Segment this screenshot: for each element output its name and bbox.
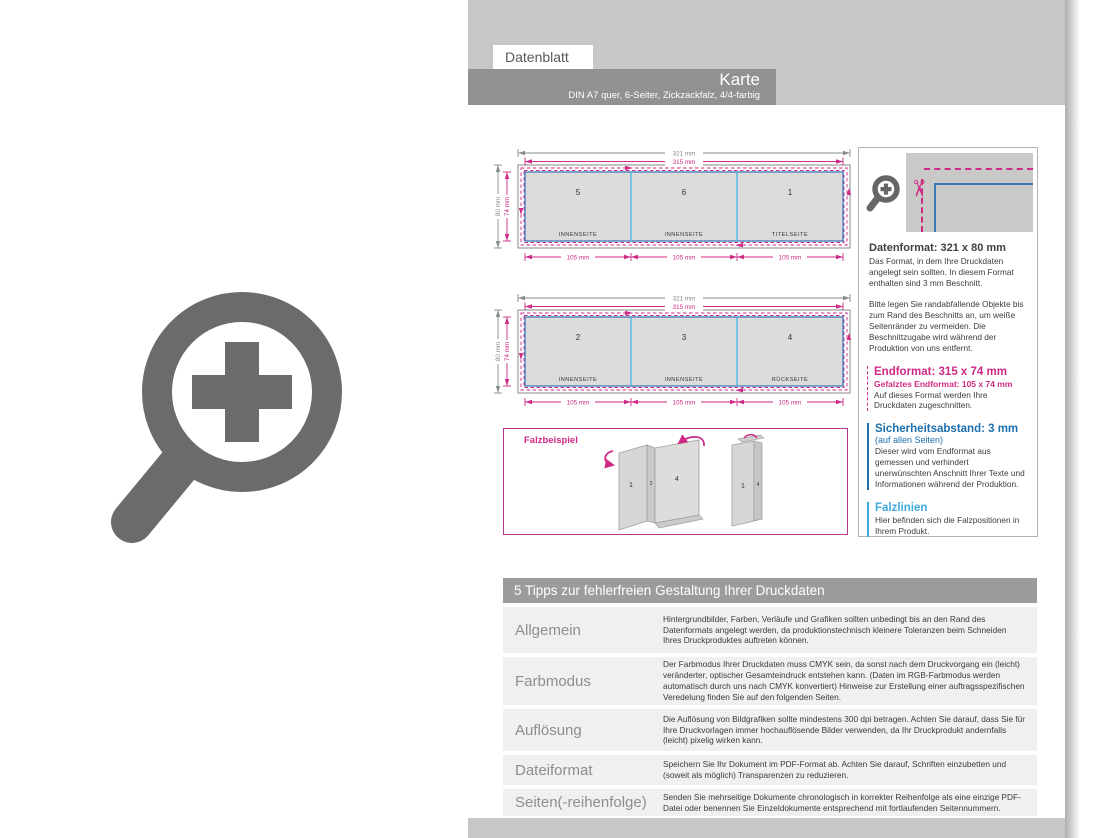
zoom-plus-icon bbox=[92, 262, 382, 572]
endformat-block bbox=[867, 366, 1027, 412]
fold-closed-illustration bbox=[716, 433, 786, 533]
page-shadow bbox=[1065, 0, 1080, 838]
dim-label-panel-width: 105 mm bbox=[566, 399, 590, 407]
panel-caption: INNENSEITE bbox=[558, 232, 598, 238]
fold-panel-number: 4 bbox=[756, 482, 760, 488]
safety-margin-body: Dieser wird vom Endformat aus gemessen und verhindert unerwünschten Anschnitt Ihrer Texte und Informationen während der Produktion. bbox=[875, 446, 1025, 490]
dim-label-panel-width: 105 mm bbox=[778, 254, 802, 262]
tip-text: Speichern Sie Ihr Dokument im PDF-Format ab. Achten Sie darauf, Schriften einzubetten und (soweit als möglich) Transparenzen zu reduzieren. bbox=[663, 759, 1007, 780]
panel-caption: INNENSEITE bbox=[558, 377, 598, 383]
tip-label: Farbmodus bbox=[515, 672, 591, 690]
scissors-icon: ✂ bbox=[906, 178, 933, 199]
safety-margin-heading: Sicherheitsabstand: 3 mm bbox=[875, 423, 1019, 436]
dim-label-datenformat-width: 321 mm bbox=[672, 150, 696, 158]
endformat-heading: Endformat: 315 x 74 mm bbox=[874, 365, 1007, 378]
datenblatt-tab: Datenblatt bbox=[493, 45, 593, 69]
panel-caption: INNENSEITE bbox=[664, 377, 704, 383]
tips-header: 5 Tipps zur fehlerfreien Gestaltung Ihrer Druckdaten bbox=[503, 578, 1037, 603]
tip-text: Die Auflösung von Bildgrafiken sollte mindestens 300 dpi betragen. Achten Sie darauf, dass Sie für Ihre Druckvorlagen immer hochauflösende Bilder verwenden, da Ihr Druckprodukt andernfalls (leicht) pixelig wirken kann. bbox=[663, 713, 1026, 746]
page-title: Karte bbox=[719, 70, 760, 89]
fold-layout-diagram-outside bbox=[488, 145, 860, 287]
trim-line bbox=[934, 183, 1033, 185]
tip-label: Allgemein bbox=[515, 621, 581, 639]
bleed-note: Bitte legen Sie randabfallende Objekte bis zum Rand des Beschnitts an, um weiße Seitenränder zu vermeiden. Die Beschnittzugabe wird während der Produktion von uns entfernt. bbox=[869, 298, 1024, 353]
datenformat-heading: Datenformat: 321 x 80 mm bbox=[869, 242, 1006, 254]
fold-example-box bbox=[503, 428, 848, 535]
safety-margin-block bbox=[867, 423, 1027, 490]
dim-label-panel-width: 105 mm bbox=[672, 254, 696, 262]
tip-text: Hintergrundbilder, Farben, Verläufe und Grafiken sollten unbedingt bis an den Rand des Datenformats angelegt werden, da produktionstechnisch kleinere Toleranzen beim Schneiden Ihres Druckproduktes auftreten können. bbox=[663, 613, 1007, 646]
fold-direction-arrow bbox=[605, 451, 613, 465]
dim-label-panel-width: 105 mm bbox=[672, 399, 696, 407]
tip-label: Dateiformat bbox=[515, 761, 593, 779]
endformat-body: Auf dieses Format werden Ihre Druckdaten zugeschnitten. bbox=[874, 389, 988, 411]
panel-number: 2 bbox=[575, 333, 581, 342]
dim-label-datenformat-height: 80 mm bbox=[495, 341, 502, 362]
panel-caption: INNENSEITE bbox=[664, 232, 704, 238]
panel-number: 3 bbox=[681, 333, 687, 342]
tip-row-aufloesung bbox=[503, 709, 1037, 751]
fold-open-illustration bbox=[589, 433, 719, 533]
corner-detail-figure bbox=[862, 151, 1034, 235]
endformat-subheading: Gefalztes Endformat: 105 x 74 mm bbox=[874, 378, 1013, 389]
format-info-panel bbox=[858, 147, 1038, 537]
tip-row-farbmodus bbox=[503, 657, 1037, 705]
dim-label-endformat-width: 315 mm bbox=[672, 304, 696, 311]
page-subtitle: DIN A7 quer, 6-Seiter, Zickzackfalz, 4/4-farbig bbox=[568, 90, 760, 101]
fold-panel-number: 1 bbox=[741, 483, 745, 490]
dim-label-endformat-height: 74 mm bbox=[504, 341, 511, 362]
panel-number: 4 bbox=[787, 333, 793, 342]
fold-lines-heading: Falzlinien bbox=[875, 502, 928, 515]
fold-panel-number: 4 bbox=[675, 476, 679, 483]
dim-label-datenformat-width: 321 mm bbox=[672, 295, 696, 303]
tip-text: Senden Sie mehrseitige Dokumente chronologisch in korrekter Reihenfolge als eine einzige PDF-Datei oder benennen Sie Einzeldokumente entsprechend mit fortlaufenden Seitennummern. bbox=[663, 791, 1021, 813]
panel-caption: RÜCKSEITE bbox=[771, 377, 809, 383]
tip-row-dateiformat bbox=[503, 755, 1037, 785]
safety-margin-subheading: (auf allen Seiten) bbox=[875, 435, 944, 446]
trim-line bbox=[934, 183, 936, 232]
tip-label: Seiten(-reihenfolge) bbox=[515, 794, 647, 811]
panel-number: 5 bbox=[575, 188, 581, 197]
fold-lines-block bbox=[867, 502, 1027, 537]
dim-label-datenformat-height: 80 mm bbox=[495, 196, 502, 217]
zoom-plus-icon-small bbox=[866, 173, 906, 215]
fold-lines-body: Hier befinden sich die Falzpositionen in Ihrem Produkt. bbox=[875, 515, 1020, 537]
dim-label-panel-width: 105 mm bbox=[778, 399, 802, 407]
tip-text: Der Farbmodus Ihrer Druckdaten muss CMYK sein, da sonst nach dem Druckvorgang ein (leicht) veränderter, optischer Gesamteindruck entstehen kann. (Daten im RGB-Farbmodus werden automatisch durch uns nach CMYK konvertiert) Hinweise zur Erstellung einer auftragsspezifischen Veredelung finden Sie auf den folgenden Seiten. bbox=[663, 659, 1025, 702]
header-bar bbox=[468, 69, 776, 105]
fold-example-label: Falzbeispiel bbox=[524, 435, 578, 446]
fold-layout-diagram-inside bbox=[488, 290, 860, 432]
panel-caption: TITELSEITE bbox=[771, 232, 809, 238]
dim-label-endformat-width: 315 mm bbox=[672, 159, 696, 166]
datenformat-body: Das Format, in dem Ihre Druckdaten angelegt sein sollten. In diesem Format enthalten sind 3 mm Beschnitt. bbox=[869, 256, 1014, 288]
fold-panel-number: 1 bbox=[629, 482, 633, 489]
dim-label-endformat-height: 74 mm bbox=[504, 196, 511, 217]
tip-row-allgemein bbox=[503, 607, 1037, 653]
panel-number: 6 bbox=[681, 188, 687, 197]
panel-number: 1 bbox=[787, 188, 793, 197]
corner-detail-image bbox=[906, 153, 1033, 232]
tip-row-seitenreihenfolge bbox=[503, 789, 1037, 816]
bleed-dashed-line bbox=[924, 168, 1033, 170]
dim-label-panel-width: 105 mm bbox=[566, 254, 590, 262]
fold-panel-number: 2 bbox=[649, 481, 653, 487]
tip-label: Auflösung bbox=[515, 721, 582, 739]
